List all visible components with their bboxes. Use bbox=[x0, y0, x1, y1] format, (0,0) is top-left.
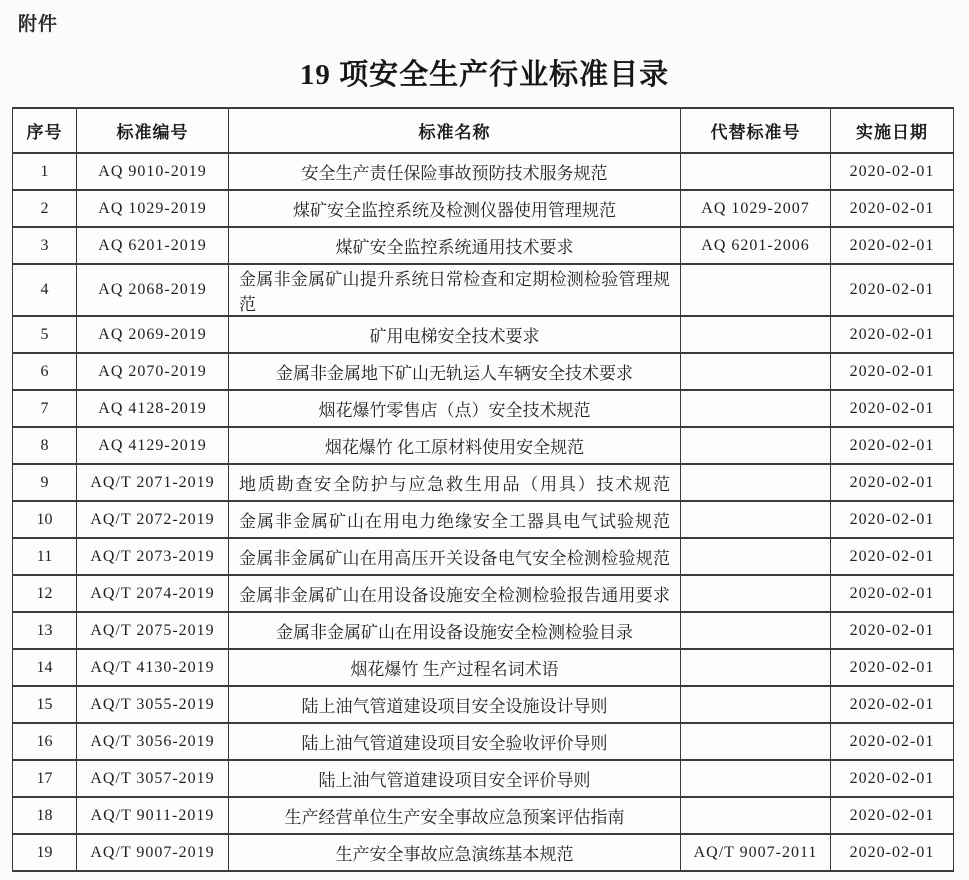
table-row bbox=[13, 227, 954, 264]
table-row bbox=[13, 760, 954, 797]
cell-replaced-code: AQ 1029-2007 bbox=[681, 190, 831, 227]
cell-standard-code: AQ 6201-2019 bbox=[77, 227, 229, 264]
cell-serial-number: 4 bbox=[13, 264, 77, 316]
table-row bbox=[13, 427, 954, 464]
attachment-label: 附件 bbox=[18, 14, 59, 35]
cell-standard-code: AQ 1029-2019 bbox=[77, 190, 229, 227]
cell-standard-name: 生产经营单位生产安全事故应急预案评估指南 bbox=[229, 797, 681, 834]
cell-serial-number: 16 bbox=[13, 723, 77, 760]
cell-serial-number: 18 bbox=[13, 797, 77, 834]
cell-serial-number: 1 bbox=[13, 153, 77, 190]
col-header-no: 序号 bbox=[13, 108, 77, 153]
cell-implementation-date: 2020-02-01 bbox=[831, 190, 954, 227]
table-row bbox=[13, 575, 954, 612]
cell-standard-code: AQ/T 3055-2019 bbox=[77, 686, 229, 723]
cell-replaced-code bbox=[681, 153, 831, 190]
cell-standard-name: 金属非金属矿山在用设备设施安全检测检验目录 bbox=[229, 612, 681, 649]
cell-replaced-code bbox=[681, 649, 831, 686]
cell-standard-name: 陆上油气管道建设项目安全设施设计导则 bbox=[229, 686, 681, 723]
cell-standard-name: 金属非金属地下矿山无轨运人车辆安全技术要求 bbox=[229, 353, 681, 390]
cell-standard-name: 金属非金属矿山在用电力绝缘安全工器具电气试验规范 bbox=[229, 501, 681, 538]
cell-standard-name: 金属非金属矿山在用设备设施安全检测检验报告通用要求 bbox=[229, 575, 681, 612]
table-row bbox=[13, 501, 954, 538]
cell-standard-code: AQ/T 2074-2019 bbox=[77, 575, 229, 612]
cell-replaced-code: AQ 6201-2006 bbox=[681, 227, 831, 264]
cell-standard-name: 陆上油气管道建设项目安全评价导则 bbox=[229, 760, 681, 797]
cell-replaced-code bbox=[681, 797, 831, 834]
table-row bbox=[13, 464, 954, 501]
cell-serial-number: 11 bbox=[13, 538, 77, 575]
cell-standard-code: AQ/T 3057-2019 bbox=[77, 760, 229, 797]
cell-standard-code: AQ/T 2072-2019 bbox=[77, 501, 229, 538]
cell-implementation-date: 2020-02-01 bbox=[831, 264, 954, 316]
cell-serial-number: 12 bbox=[13, 575, 77, 612]
cell-standard-name: 生产安全事故应急演练基本规范 bbox=[229, 834, 681, 871]
cell-standard-code: AQ 2070-2019 bbox=[77, 353, 229, 390]
cell-standard-code: AQ/T 2075-2019 bbox=[77, 612, 229, 649]
col-header-name: 标准名称 bbox=[229, 108, 681, 153]
table-row bbox=[13, 153, 954, 190]
table-row bbox=[13, 190, 954, 227]
cell-serial-number: 3 bbox=[13, 227, 77, 264]
cell-implementation-date: 2020-02-01 bbox=[831, 390, 954, 427]
col-header-date: 实施日期 bbox=[831, 108, 954, 153]
table-row bbox=[13, 686, 954, 723]
cell-serial-number: 5 bbox=[13, 316, 77, 353]
cell-standard-name: 金属非金属矿山在用高压开关设备电气安全检测检验规范 bbox=[229, 538, 681, 575]
table-row bbox=[13, 316, 954, 353]
cell-replaced-code bbox=[681, 575, 831, 612]
cell-standard-code: AQ/T 9007-2019 bbox=[77, 834, 229, 871]
cell-standard-name: 安全生产责任保险事故预防技术服务规范 bbox=[229, 153, 681, 190]
cell-replaced-code bbox=[681, 264, 831, 316]
cell-standard-code: AQ 9010-2019 bbox=[77, 153, 229, 190]
cell-implementation-date: 2020-02-01 bbox=[831, 464, 954, 501]
cell-standard-code: AQ 4129-2019 bbox=[77, 427, 229, 464]
cell-implementation-date: 2020-02-01 bbox=[831, 686, 954, 723]
cell-replaced-code bbox=[681, 427, 831, 464]
cell-standard-name: 金属非金属矿山提升系统日常检查和定期检测检验管理规范 bbox=[229, 264, 681, 316]
cell-implementation-date: 2020-02-01 bbox=[831, 612, 954, 649]
cell-implementation-date: 2020-02-01 bbox=[831, 316, 954, 353]
cell-implementation-date: 2020-02-01 bbox=[831, 153, 954, 190]
cell-replaced-code bbox=[681, 353, 831, 390]
cell-implementation-date: 2020-02-01 bbox=[831, 797, 954, 834]
cell-serial-number: 17 bbox=[13, 760, 77, 797]
cell-serial-number: 7 bbox=[13, 390, 77, 427]
cell-standard-code: AQ/T 3056-2019 bbox=[77, 723, 229, 760]
cell-serial-number: 19 bbox=[13, 834, 77, 871]
cell-replaced-code bbox=[681, 390, 831, 427]
cell-standard-code: AQ/T 2073-2019 bbox=[77, 538, 229, 575]
cell-replaced-code bbox=[681, 538, 831, 575]
cell-serial-number: 14 bbox=[13, 649, 77, 686]
table-row bbox=[13, 797, 954, 834]
cell-serial-number: 6 bbox=[13, 353, 77, 390]
cell-implementation-date: 2020-02-01 bbox=[831, 353, 954, 390]
table-row bbox=[13, 612, 954, 649]
cell-implementation-date: 2020-02-01 bbox=[831, 760, 954, 797]
cell-standard-code: AQ/T 2071-2019 bbox=[77, 464, 229, 501]
cell-standard-name: 矿用电梯安全技术要求 bbox=[229, 316, 681, 353]
table-row bbox=[13, 649, 954, 686]
cell-replaced-code bbox=[681, 723, 831, 760]
cell-implementation-date: 2020-02-01 bbox=[831, 575, 954, 612]
cell-standard-name: 地质勘查安全防护与应急救生用品（用具）技术规范 bbox=[229, 464, 681, 501]
cell-standard-code: AQ/T 4130-2019 bbox=[77, 649, 229, 686]
cell-serial-number: 2 bbox=[13, 190, 77, 227]
col-header-code: 标准编号 bbox=[77, 108, 229, 153]
cell-serial-number: 13 bbox=[13, 612, 77, 649]
cell-implementation-date: 2020-02-01 bbox=[831, 723, 954, 760]
cell-serial-number: 8 bbox=[13, 427, 77, 464]
cell-replaced-code bbox=[681, 501, 831, 538]
cell-serial-number: 9 bbox=[13, 464, 77, 501]
table-row bbox=[13, 834, 954, 871]
cell-standard-code: AQ 4128-2019 bbox=[77, 390, 229, 427]
cell-standard-name: 烟花爆竹 化工原材料使用安全规范 bbox=[229, 427, 681, 464]
cell-implementation-date: 2020-02-01 bbox=[831, 538, 954, 575]
cell-standard-name: 烟花爆竹 生产过程名词术语 bbox=[229, 649, 681, 686]
page-title: 19 项安全生产行业标准目录 bbox=[299, 59, 670, 91]
cell-standard-name: 陆上油气管道建设项目安全验收评价导则 bbox=[229, 723, 681, 760]
col-header-replaces: 代替标准号 bbox=[681, 108, 831, 153]
table-body bbox=[13, 153, 954, 871]
cell-implementation-date: 2020-02-01 bbox=[831, 501, 954, 538]
table-row bbox=[13, 264, 954, 316]
cell-standard-code: AQ 2069-2019 bbox=[77, 316, 229, 353]
cell-serial-number: 10 bbox=[13, 501, 77, 538]
cell-implementation-date: 2020-02-01 bbox=[831, 227, 954, 264]
cell-replaced-code bbox=[681, 612, 831, 649]
cell-replaced-code: AQ/T 9007-2011 bbox=[681, 834, 831, 871]
table-header-row bbox=[13, 108, 954, 153]
cell-standard-code: AQ/T 9011-2019 bbox=[77, 797, 229, 834]
cell-implementation-date: 2020-02-01 bbox=[831, 649, 954, 686]
cell-replaced-code bbox=[681, 760, 831, 797]
table-row bbox=[13, 390, 954, 427]
table-row bbox=[13, 353, 954, 390]
cell-serial-number: 15 bbox=[13, 686, 77, 723]
cell-replaced-code bbox=[681, 464, 831, 501]
cell-standard-name: 烟花爆竹零售店（点）安全技术规范 bbox=[229, 390, 681, 427]
standards-table bbox=[12, 107, 954, 872]
cell-standard-name: 煤矿安全监控系统及检测仪器使用管理规范 bbox=[229, 190, 681, 227]
table-row bbox=[13, 538, 954, 575]
cell-implementation-date: 2020-02-01 bbox=[831, 834, 954, 871]
table-row bbox=[13, 723, 954, 760]
cell-replaced-code bbox=[681, 316, 831, 353]
cell-standard-name: 煤矿安全监控系统通用技术要求 bbox=[229, 227, 681, 264]
cell-standard-code: AQ 2068-2019 bbox=[77, 264, 229, 316]
cell-replaced-code bbox=[681, 686, 831, 723]
cell-implementation-date: 2020-02-01 bbox=[831, 427, 954, 464]
